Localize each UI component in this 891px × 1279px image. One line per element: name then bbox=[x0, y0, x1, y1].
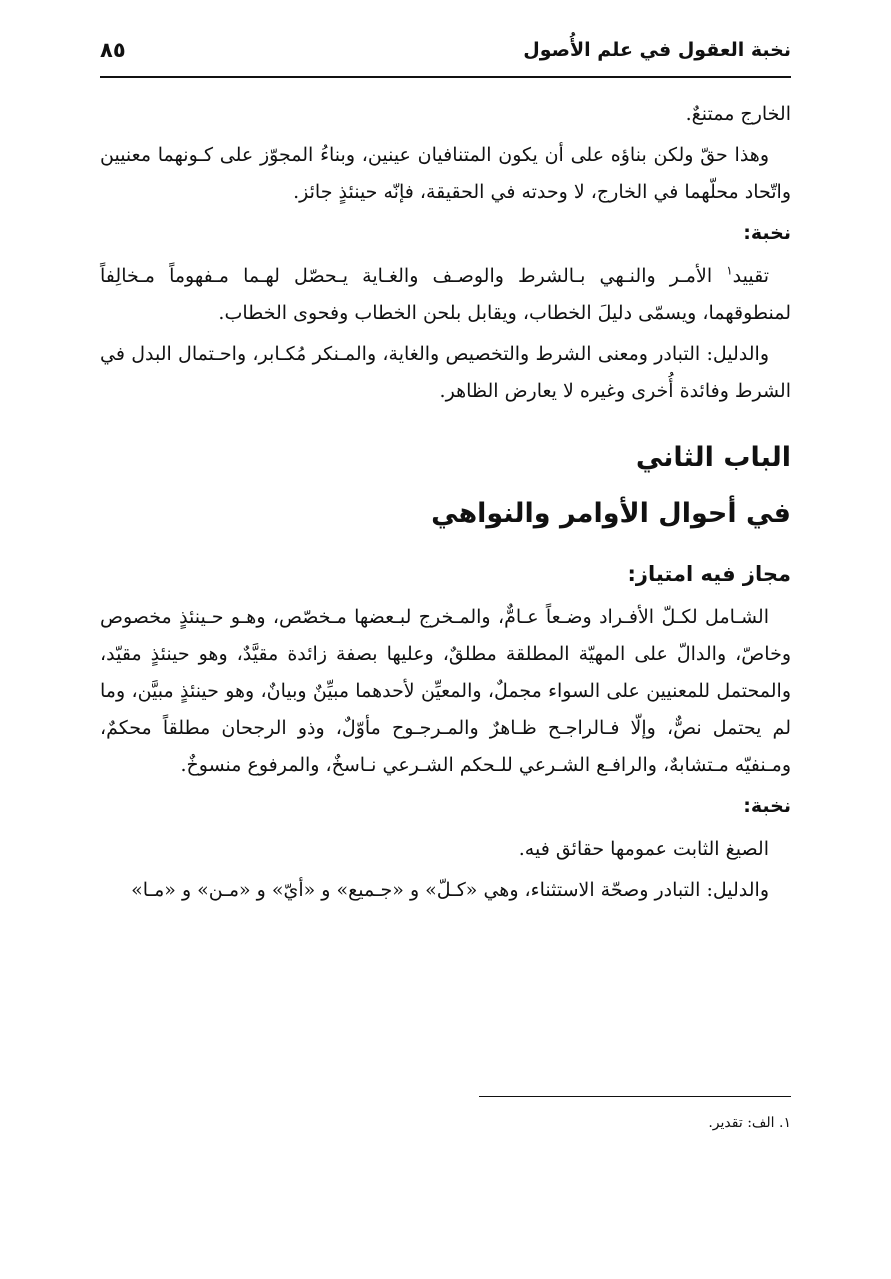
paragraph-1: الخارج ممتنعٌ. bbox=[685, 103, 791, 125]
paragraph-3-start: تقييد bbox=[732, 265, 769, 287]
footnote: ١. الف: تقدير. bbox=[708, 1115, 791, 1131]
paragraph-6: الصيغ الثابت عمومها حقائق فيه. bbox=[518, 838, 769, 860]
paragraph-3-rest: الأمـر والنـهي بـالشرط والوصـف والغـاية يـحصّل لهـما مـفهوماً مـخالِفاً لمنطوقهما، ويسمّى دليلَ الخطاب، ويقابل بلحن الخطاب وفحوى الخطاب. bbox=[100, 265, 791, 324]
page-header bbox=[100, 28, 791, 72]
page-number: ٨٥ bbox=[100, 38, 126, 62]
label-nukhba-2: نخبة: bbox=[743, 795, 791, 817]
footnote-rule bbox=[479, 1096, 791, 1097]
paragraph-4: والدليل: التبادر ومعنى الشرط والتخصيص والغاية، والمـنكر مُكـابر، واحـتمال البدل في الشرط وفائدة أُخرى وغيره لا يعارض الظاهر. bbox=[100, 343, 791, 402]
paragraph-3 bbox=[100, 258, 791, 332]
header-rule bbox=[100, 76, 791, 78]
section-heading: مجاز فيه امتياز: bbox=[627, 562, 791, 586]
label-nukhba-1: نخبة: bbox=[743, 222, 791, 244]
body-text bbox=[100, 96, 791, 913]
footnote-marker[interactable]: ١ bbox=[726, 263, 733, 278]
chapter-subtitle: في أحوال الأوامر والنواهي bbox=[431, 498, 791, 529]
running-title: نخبة العقول في علم الأُصول bbox=[523, 39, 791, 61]
paragraph-5: الشـامل لكـلّ الأفـراد وضـعاً عـامٌّ، والمـخرج لبـعضها مـخصّص، وهـو حـينئذٍ مخصوص وخاصّ، والدالّ على المهيّة المطلقة مطلقٌ، وعليها بصفة زائدة مقيَّدٌ، وهو حينئذٍ مقيّد، والمحتمل للمعنيين على السواء مجملٌ، والمعيِّن لأحدهما مبيِّنٌ وبيانٌ، وهو حينئذٍ مبيَّن، وما لم يحتمل نصٌّ، وإلّا فـالراجـح ظـاهرٌ والمـرجـوح مأوّلٌ، وذو الرجحان مطلقاً محكمٌ، ومـنفيّه مـتشابهٌ، والرافـع الشـرعي للـحكم الشـرعي نـاسخٌ، والمرفوع منسوخٌ. bbox=[100, 606, 791, 776]
paragraph-2: وهذا حقّ ولكن بناؤه على أن يكون المتنافيان عينين، وبناءُ المجوّز على كـونهما معنيين واتّحاد محلّهما في الخارج، لا وحدته في الحقيقة، فإنّه حينئذٍ جائز. bbox=[100, 144, 791, 203]
paragraph-7: والدليل: التبادر وصحّة الاستثناء، وهي «كـلّ» و «جـميع» و «أيّ» و «مـن» و «مـا» bbox=[131, 879, 769, 901]
chapter-title: الباب الثاني bbox=[635, 442, 791, 473]
